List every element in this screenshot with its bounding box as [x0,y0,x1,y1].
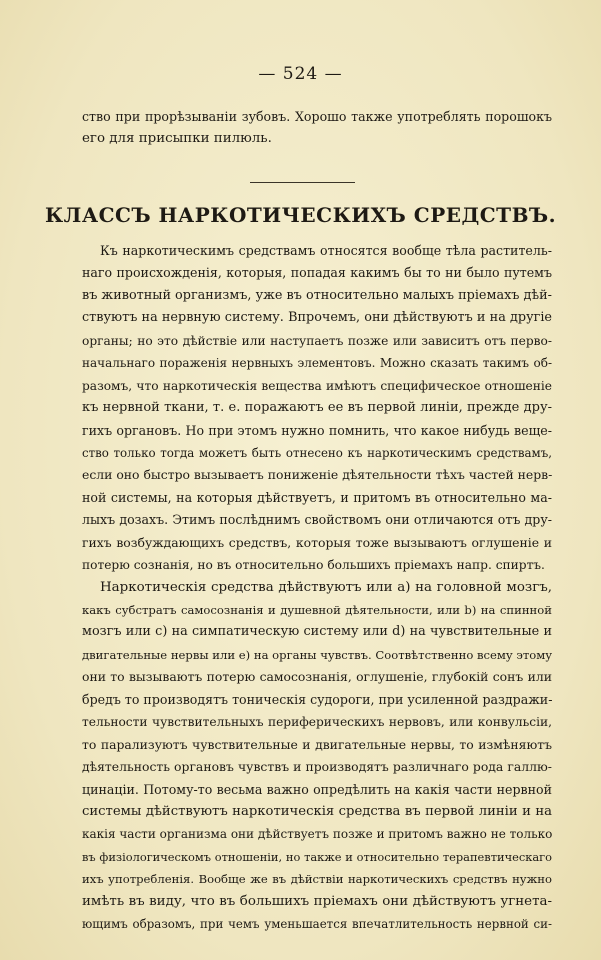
top-paragraph [82,106,552,151]
text-line: они то вызываютъ потерю самосознанія, оглушеніе, глубокій сонъ или [82,669,552,685]
text-line: тельности чувствительныхъ периферическихъ нервовъ, или конвульсіи, [82,715,552,730]
text-line: какъ субстратъ самосознанія и душевной дѣятельности, или b) на спинной [82,603,552,617]
text-line: разомъ, что наркотическія вещества имѣютъ специфическое отношеніе [82,378,552,393]
text-line: Къ наркотическимъ средствамъ относятся вообще тѣла раститель- [100,243,552,258]
text-line: если оно быстро вызываетъ пониженіе дѣятельности тѣхъ частей нерв- [82,467,553,483]
text-line: ствуютъ на нервную систему. Впрочемъ, они дѣйствуютъ и на другіе [82,310,552,326]
text-line: двигательные нервы или е) на органы чувствъ. Соотвѣтственно всему этому [82,647,553,662]
text-line: мозгъ или с) на симпатическую систему или d) на чувствительные и [82,624,552,640]
text-line: его для присыпки пилюль. [82,131,272,147]
text-line: какія части организма они дѣйствуетъ позже и притомъ важно не только [82,827,553,842]
text-line: ющимъ образомъ, при чемъ уменьшается впечатлительность нервной си- [82,917,552,932]
section-title: КЛАССЪ НАРКОТИЧЕСКИХЪ СРЕДСТВЪ. [44,203,557,227]
text-line: дѣятельность органовъ чувствъ и производятъ различнаго рода галлю- [82,759,552,775]
body-text [82,240,552,936]
text-line: наго происхожденія, которыя, попадая какимъ бы то ни было путемъ [82,265,552,281]
text-line: органы; но это дѣйствіе или наступаетъ позже или зависитъ отъ перво- [82,333,552,348]
text-line: Наркотическія средства дѣйствуютъ или а) на головной мозгъ, [100,579,552,595]
text-line: цинаціи. Потому-то весьма важно опредѣлить на какія части нервной [82,781,552,797]
text-line: начальнаго пораженія нервныхъ элементовъ. Можно сказать такимъ об- [82,356,552,371]
text-line: къ нервной ткани, т. е. поражаютъ ее въ первой линіи, прежде дру- [82,400,552,416]
text-line: бредъ то производятъ тоническія судороги, при усиленной раздражи- [82,691,553,707]
text-line: въ животный организмъ, уже въ относительно малыхъ пріемахъ дѣй- [82,287,552,303]
page-number: — 524 — [258,64,343,84]
text-line: системы дѣйствуютъ наркотическія средства въ первой линіи и на [82,803,552,819]
section-divider [250,182,355,183]
text-line: ихъ употребленія. Вообще же въ дѣйствіи наркотическихъ средствъ нужно [82,872,552,887]
text-line: гихъ возбуждающихъ средствъ, которыя тоже вызываютъ оглушеніе и [82,534,552,550]
text-line: лыхъ дозахъ. Этимъ послѣднимъ свойствомъ они отличаются отъ дру- [82,512,552,528]
text-line: въ физіологическомъ отношеніи, но также и относительно терапевтическаго [82,849,552,864]
text-line: ной системы, на которыя дѣйствуетъ, и притомъ въ относительно ма- [82,489,552,505]
text-line: ство только тогда можетъ быть отнесено къ наркотическимъ средствамъ, [82,445,552,460]
text-line: то парализуютъ чувствительные и двигательные нервы, то измѣняютъ [82,736,552,752]
text-line: ство при прорѣзываніи зубовъ. Хорошо также употреблять порошокъ [82,109,552,124]
text-line: гихъ органовъ. Но при этомъ нужно помнить, что какое нибудь веще- [82,422,552,438]
text-line: потерю сознанія, но въ относительно большихъ пріемахъ напр. спиртъ. [82,558,545,573]
text-line: имѣть въ виду, что въ большихъ пріемахъ они дѣйствуютъ угнета- [82,893,552,909]
